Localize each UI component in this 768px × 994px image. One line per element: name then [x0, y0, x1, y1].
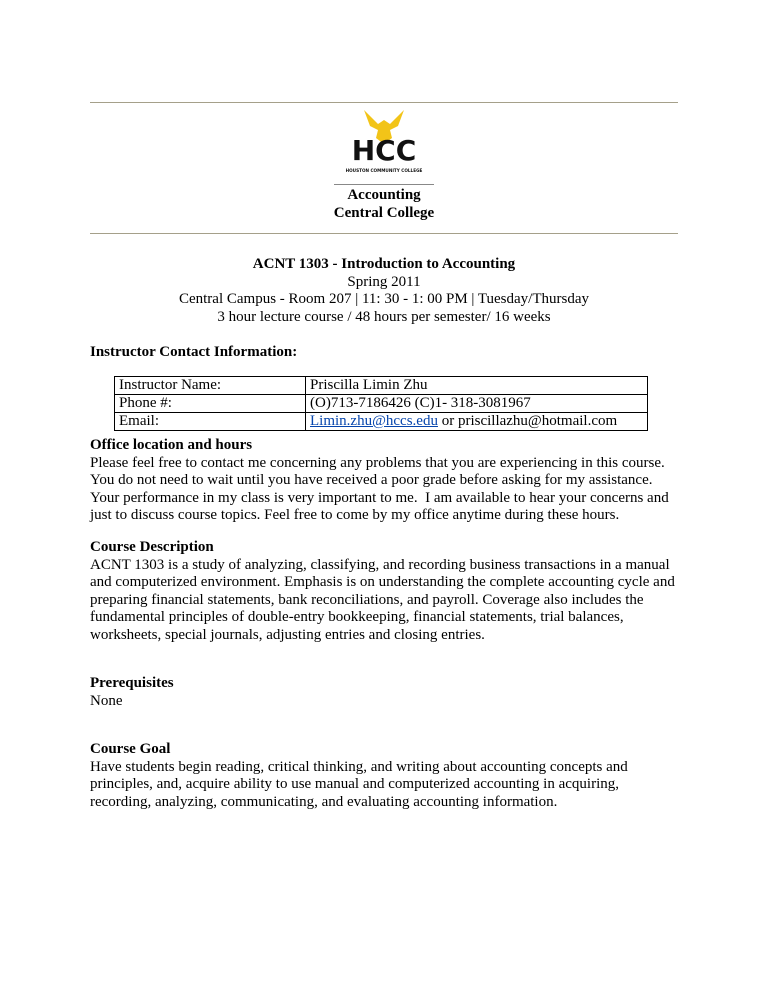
section-line: and computerized environment. Emphasis is on understanding the complete accounting cycle and	[90, 574, 675, 590]
section-line: preparing financial statements, bank reconciliations, and payroll. Coverage also includes the	[90, 591, 644, 608]
contact-table	[114, 376, 648, 431]
email-alternate: priscillazhu@hotmail.com	[457, 413, 618, 429]
hcc-logo	[334, 108, 434, 178]
department-block	[0, 187, 768, 222]
phone-label: Phone #:	[115, 395, 306, 413]
section-heading: Office location and hours	[90, 437, 253, 453]
section-line: None	[90, 692, 123, 709]
instructor-name-label: Instructor Name:	[115, 377, 306, 395]
instructor-name-value: Priscilla Limin Zhu	[306, 377, 648, 395]
header-divider	[90, 233, 678, 234]
department-name: Accounting	[347, 187, 421, 203]
logo-divider	[334, 184, 434, 185]
section-line: ACNT 1303 is a study of analyzing, classifying, and recording business transactions in a manual	[90, 556, 670, 573]
section-line: Please feel free to contact me concerning any problems that you are experiencing in this course.	[90, 454, 665, 471]
section-line: fundamental principles of double-entry bookkeeping, financial statements, trial balances,	[90, 609, 624, 625]
section-line: worksheets, special journals, adjusting entries and closing entries.	[90, 626, 485, 643]
section-heading: Course Description	[90, 539, 214, 555]
section-line: Your performance in my class is very important to me. I am available to hear your concerns and	[90, 489, 669, 506]
email-separator: or	[437, 413, 458, 429]
section-line: You do not need to wait until you have received a poor grade before asking for my assistance.	[90, 472, 653, 488]
section-heading: Course Goal	[90, 741, 171, 757]
course-goal-section	[90, 741, 690, 811]
course-title: ACNT 1303 - Introduction to Accounting	[252, 256, 516, 272]
section-line: recording, analyzing, communicating, and evaluating accounting information.	[90, 793, 558, 810]
office-hours-section	[90, 437, 690, 525]
phone-value: (O)713-7186426 (C)1- 318-3081967	[306, 395, 648, 413]
section-line: just to discuss course topics. Feel free to come by my office anytime during these hours.	[90, 507, 620, 523]
email-label: Email:	[115, 413, 306, 431]
email-value	[306, 413, 648, 431]
table-row	[115, 395, 648, 413]
table-row	[115, 377, 648, 395]
course-header	[0, 256, 768, 326]
course-hours: 3 hour lecture course / 48 hours per semester/ 16 weeks	[217, 308, 551, 325]
college-name: Central College	[333, 204, 435, 221]
course-location: Central Campus - Room 207 | 11: 30 - 1: 00 PM | Tuesday/Thursday	[178, 291, 590, 307]
section-line: principles, and, acquire ability to use manual and computerized accounting in acquiring,	[90, 776, 619, 792]
section-line: Have students begin reading, critical thinking, and writing about accounting concepts and	[90, 758, 628, 775]
section-heading: Prerequisites	[90, 675, 174, 691]
table-row	[115, 413, 648, 431]
course-description-section	[90, 539, 690, 644]
top-divider	[90, 102, 678, 103]
email-link[interactable]: Limin.zhu@hccs.edu	[310, 413, 438, 429]
logo-wordmark: HCC	[351, 134, 417, 167]
course-term: Spring 2011	[347, 273, 421, 290]
contact-heading: Instructor Contact Information:	[90, 344, 298, 360]
logo-subtext: HOUSTON COMMUNITY COLLEGE	[345, 168, 423, 173]
prerequisites-section	[90, 675, 690, 710]
